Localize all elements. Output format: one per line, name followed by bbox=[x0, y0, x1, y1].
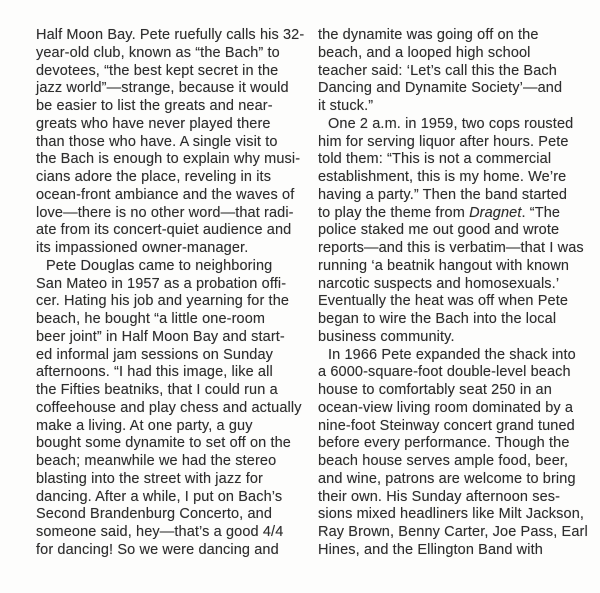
text-run: blasting into the street with jazz for bbox=[36, 470, 264, 487]
text-run: someone said, hey—that’s a good 4/4 bbox=[36, 524, 284, 540]
text-line bbox=[318, 169, 586, 187]
text-run: and wine, patrons are welcome to bring bbox=[318, 470, 576, 487]
text-line bbox=[36, 63, 299, 81]
text-line bbox=[36, 151, 299, 169]
text-line bbox=[36, 293, 299, 311]
text-line bbox=[36, 80, 299, 98]
text-line bbox=[36, 435, 299, 453]
text-run: San Mateo in 1957 as a probation offi- bbox=[36, 275, 287, 292]
text-line bbox=[318, 63, 586, 81]
text-line bbox=[318, 418, 586, 436]
text-run: cer. Hating his job and yearning for the bbox=[36, 293, 290, 310]
text-run: Eventually the heat was off when Pete bbox=[318, 293, 569, 310]
text-line bbox=[36, 418, 299, 436]
text-run: ocean-view living room dominated by a bbox=[318, 399, 574, 416]
text-line bbox=[36, 240, 299, 258]
text-run: afternoons. “I had this image, like all bbox=[36, 364, 273, 381]
text-line bbox=[318, 98, 586, 116]
text-line bbox=[36, 399, 302, 418]
text-run: Dancing and Dynamite Society’—and bbox=[318, 80, 563, 97]
text-line bbox=[318, 400, 586, 418]
text-line bbox=[318, 222, 586, 240]
text-run: nine-foot Steinway concert grand tuned bbox=[318, 417, 575, 434]
text-run: beer joint” in Half Moon Bay and start- bbox=[36, 328, 285, 345]
text-run: narcotic suspects and homosexuals.’ bbox=[318, 275, 560, 292]
text-line bbox=[36, 524, 299, 542]
text-run: the dynamite was going off on the bbox=[318, 27, 539, 43]
text-run: dancing. After a while, I put on Bach’s bbox=[36, 488, 283, 505]
text-line bbox=[318, 524, 586, 542]
text-line bbox=[318, 329, 586, 347]
text-line bbox=[318, 506, 586, 524]
text-run: business community. bbox=[318, 328, 455, 345]
text-line bbox=[318, 471, 586, 489]
text-line bbox=[318, 116, 586, 134]
text-run: love—there is no other word—that radi- bbox=[36, 204, 294, 221]
text-line bbox=[36, 382, 299, 400]
text-line bbox=[36, 258, 299, 276]
text-line bbox=[318, 151, 586, 169]
text-line bbox=[36, 134, 299, 152]
text-line bbox=[318, 45, 586, 63]
text-run: it stuck.” bbox=[318, 98, 374, 114]
text-line bbox=[318, 347, 586, 365]
text-run: than those who have. A single visit to bbox=[36, 133, 278, 150]
text-line bbox=[36, 471, 299, 489]
text-run: Second Brandenburg Concerto, and bbox=[36, 506, 273, 523]
text-run: him for serving liquor after hours. Pete bbox=[318, 133, 569, 150]
text-line bbox=[36, 45, 299, 63]
text-run: ocean-front ambiance and the waves of bbox=[36, 186, 295, 203]
text-line bbox=[318, 258, 586, 276]
text-run: Hines, and the Ellington Band with bbox=[318, 541, 543, 558]
text-run: . “The bbox=[521, 204, 561, 221]
text-line bbox=[36, 98, 299, 116]
text-run: bought some dynamite to set off on the bbox=[36, 435, 291, 452]
text-line bbox=[36, 276, 299, 294]
text-line bbox=[318, 80, 586, 98]
text-line bbox=[318, 382, 586, 400]
text-run: One 2 a.m. in 1959, two cops rousted bbox=[328, 115, 574, 132]
text-run: devotees, “the best kept secret in the bbox=[36, 62, 279, 79]
text-line bbox=[318, 205, 586, 223]
text-line bbox=[318, 27, 586, 45]
text-line bbox=[36, 205, 299, 223]
text-line bbox=[36, 364, 299, 382]
text-line bbox=[36, 347, 299, 365]
text-run: jazz world”—strange, because it would bbox=[36, 80, 289, 97]
text-line bbox=[36, 169, 299, 187]
text-line bbox=[36, 329, 299, 347]
text-run: establishment, this is my home. We’re bbox=[318, 169, 567, 185]
text-line bbox=[318, 276, 586, 294]
text-line bbox=[36, 489, 299, 507]
text-line bbox=[318, 542, 586, 560]
text-run: before every performance. Though the bbox=[318, 435, 570, 452]
text-run: cians adore the place, reveling in its bbox=[36, 169, 272, 185]
text-run: a 6000-square-foot double-level beach bbox=[318, 364, 571, 381]
text-run: sions mixed headliners like Milt Jackson, bbox=[318, 506, 585, 523]
text-run: police staked me out good and wrote bbox=[318, 222, 560, 239]
text-run: the Bach is enough to explain why musi- bbox=[36, 151, 301, 168]
text-line bbox=[318, 134, 586, 152]
text-run: ate from its concert-quiet audience and bbox=[36, 222, 292, 239]
text-line bbox=[36, 542, 299, 560]
text-line bbox=[318, 311, 586, 329]
text-run: Ray Brown, Benny Carter, Joe Pass, Earl bbox=[318, 524, 588, 540]
text-line bbox=[318, 293, 586, 311]
text-run: make a living. At one party, a guy bbox=[36, 417, 253, 434]
text-line bbox=[36, 311, 299, 329]
text-run: for dancing! So we were dancing and bbox=[36, 541, 279, 558]
text-run: beach, he bought “a little one-room bbox=[36, 311, 266, 327]
text-run: having a party.” Then the band started bbox=[318, 186, 568, 203]
text-line bbox=[318, 240, 586, 258]
text-line bbox=[36, 116, 299, 134]
text-column-right bbox=[318, 27, 586, 593]
text-run: beach house serves ample food, beer, bbox=[318, 453, 569, 469]
text-line bbox=[318, 435, 586, 453]
text-line bbox=[36, 187, 299, 205]
text-run: beach, and a looped high school bbox=[318, 44, 531, 61]
text-run: to play the theme from bbox=[318, 204, 470, 221]
text-run: Half Moon Bay. Pete ruefully calls his 32- bbox=[36, 27, 305, 43]
text-run: running ‘a beatnik hangout with known bbox=[318, 257, 570, 274]
text-line bbox=[36, 506, 299, 524]
text-line bbox=[36, 453, 299, 471]
text-run: In 1966 Pete expanded the shack into bbox=[328, 346, 576, 363]
text-run: house to comfortably seat 250 in an bbox=[318, 382, 552, 398]
text-line bbox=[318, 453, 586, 471]
text-column-left bbox=[36, 27, 305, 593]
text-line bbox=[318, 489, 586, 507]
text-run: greats who have never played there bbox=[36, 115, 271, 132]
text-run: be easier to list the greats and near- bbox=[36, 98, 273, 114]
text-run: coffeehouse and play chess and actually bbox=[36, 399, 302, 416]
text-run: the Fifties beatniks, that I could run a bbox=[36, 382, 278, 398]
text-line bbox=[318, 364, 586, 382]
text-run: began to wire the Bach into the local bbox=[318, 311, 557, 327]
text-run: teacher said: ‘Let’s call this the Bach bbox=[318, 62, 557, 79]
italic-text-run: Dragnet bbox=[469, 204, 522, 221]
text-run: beach; meanwhile we had the stereo bbox=[36, 453, 277, 469]
text-run: told them: “This is not a commercial bbox=[318, 151, 552, 168]
text-run: their own. His Sunday afternoon ses- bbox=[318, 488, 561, 505]
text-run: year-old club, known as “the Bach” to bbox=[36, 44, 280, 61]
text-run: Pete Douglas came to neighboring bbox=[46, 257, 273, 274]
text-line bbox=[318, 187, 586, 205]
text-run: ed informal jam sessions on Sunday bbox=[36, 346, 274, 363]
text-line bbox=[36, 222, 299, 240]
text-run: its impassioned owner-manager. bbox=[36, 240, 249, 256]
text-run: reports—and this is verbatim—that I was bbox=[318, 240, 584, 256]
text-line bbox=[36, 27, 305, 45]
